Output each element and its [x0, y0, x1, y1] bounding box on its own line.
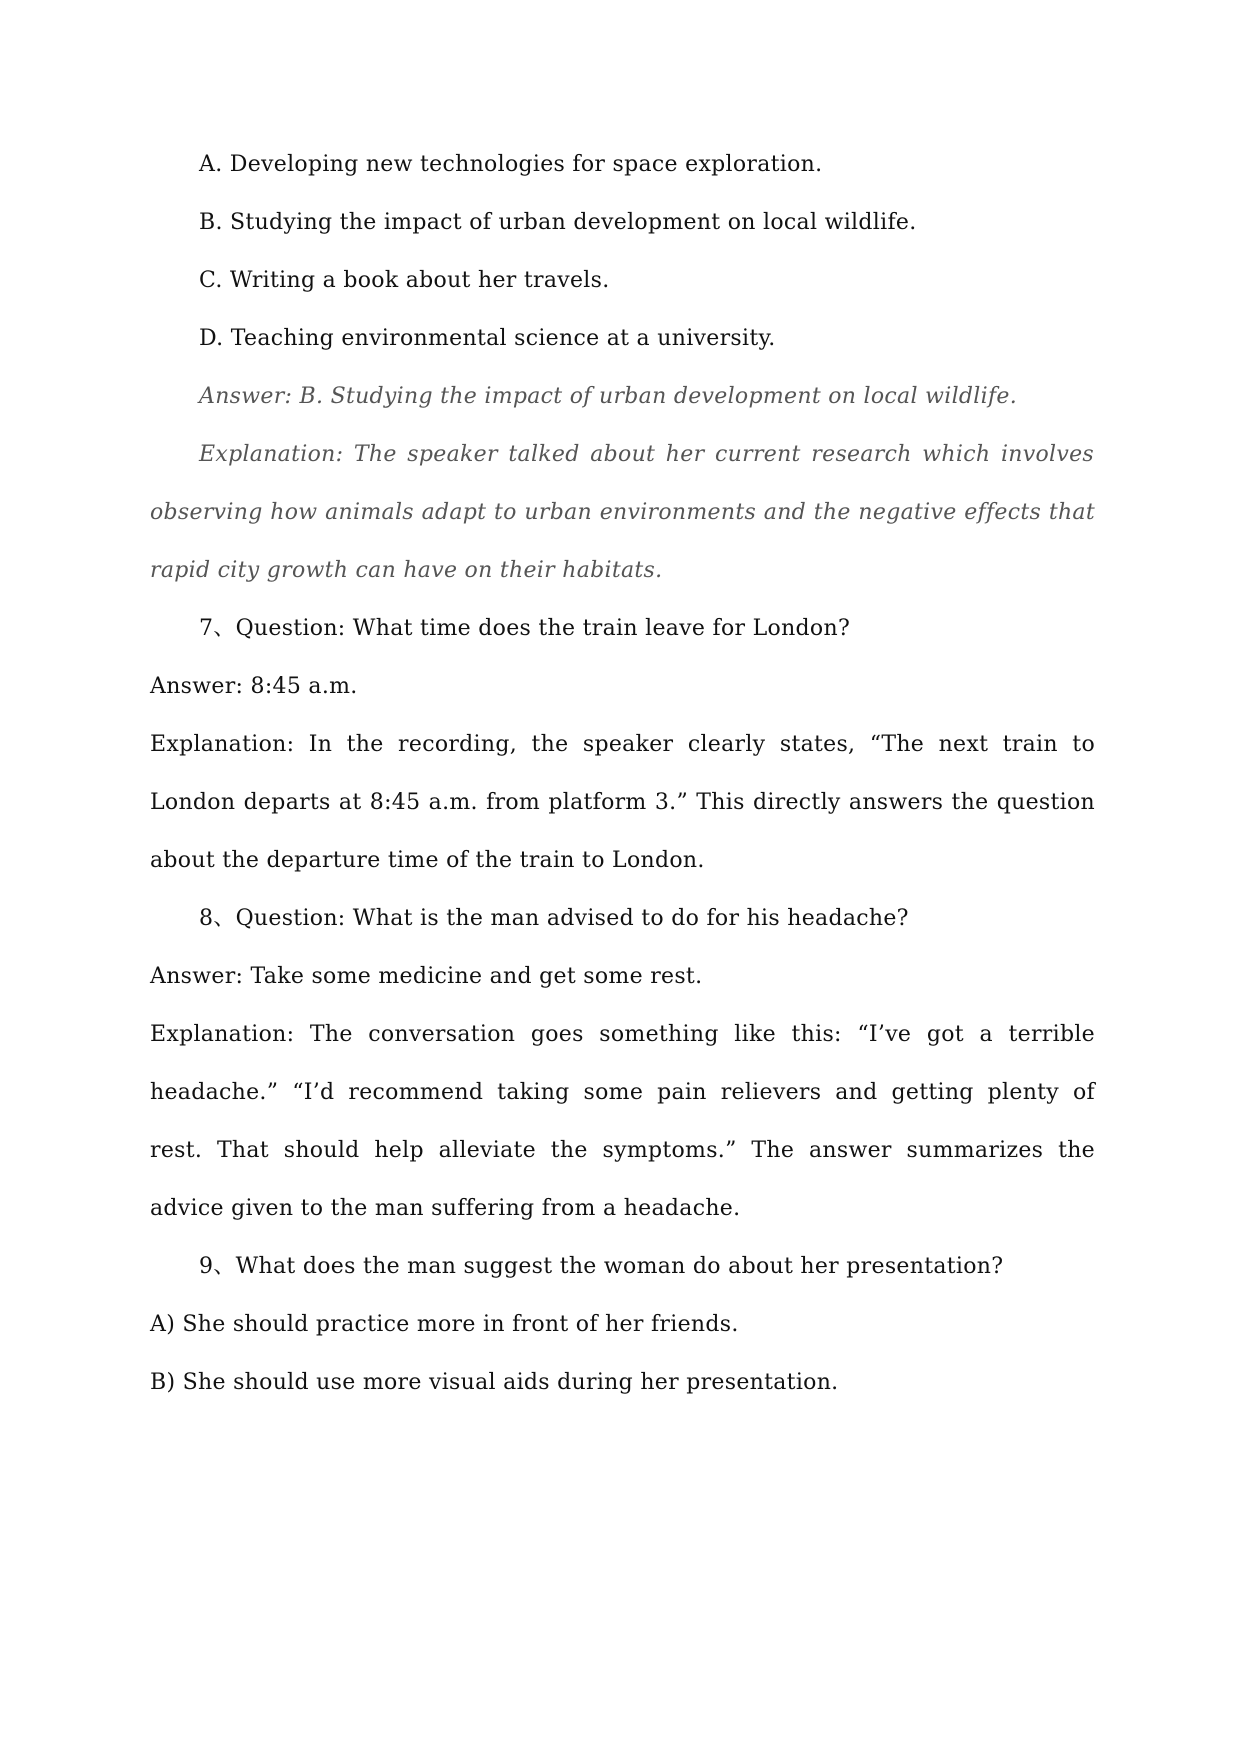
q9-option-a: A) She should practice more in front of her friends. — [150, 1312, 739, 1337]
q6-option-c: C. Writing a book about her travels. — [199, 268, 610, 293]
q8-explanation-line-3: rest. That should help alleviate the symptoms.” The answer summarizes the — [150, 1138, 1095, 1163]
q6-answer: Answer: B. Studying the impact of urban development on local wildlife. — [199, 384, 1018, 409]
q7-explanation-line-3: about the departure time of the train to London. — [150, 848, 705, 873]
q8-explanation-line-2: headache.” “I’d recommend taking some pain relievers and getting plenty of — [150, 1080, 1095, 1105]
q7-question: 7、Question: What time does the train leave for London? — [199, 616, 851, 641]
q7-explanation-line-1: Explanation: In the recording, the speaker clearly states, “The next train to — [150, 732, 1095, 757]
q8-question: 8、Question: What is the man advised to do for his headache? — [199, 906, 909, 931]
q8-answer: Answer: Take some medicine and get some rest. — [150, 964, 703, 989]
q6-option-d: D. Teaching environmental science at a university. — [199, 326, 776, 351]
q9-option-b: B) She should use more visual aids during her presentation. — [150, 1370, 839, 1395]
q8-explanation-line-1: Explanation: The conversation goes something like this: “I’ve got a terrible — [150, 1022, 1095, 1047]
q8-explanation-line-4: advice given to the man suffering from a headache. — [150, 1196, 741, 1221]
q6-explanation-line-2: observing how animals adapt to urban environments and the negative effects that — [150, 500, 1095, 525]
q6-explanation-line-3: rapid city growth can have on their habitats. — [150, 558, 663, 583]
q6-option-a: A. Developing new technologies for space exploration. — [199, 152, 823, 177]
q7-answer: Answer: 8:45 a.m. — [150, 674, 358, 699]
q6-explanation-line-1: Explanation: The speaker talked about her current research which involves — [199, 442, 1094, 467]
q9-question: 9、What does the man suggest the woman do about her presentation? — [199, 1254, 1004, 1279]
q7-explanation-line-2: London departs at 8:45 a.m. from platform 3.” This directly answers the question — [150, 790, 1095, 815]
q6-option-b: B. Studying the impact of urban development on local wildlife. — [199, 210, 917, 235]
